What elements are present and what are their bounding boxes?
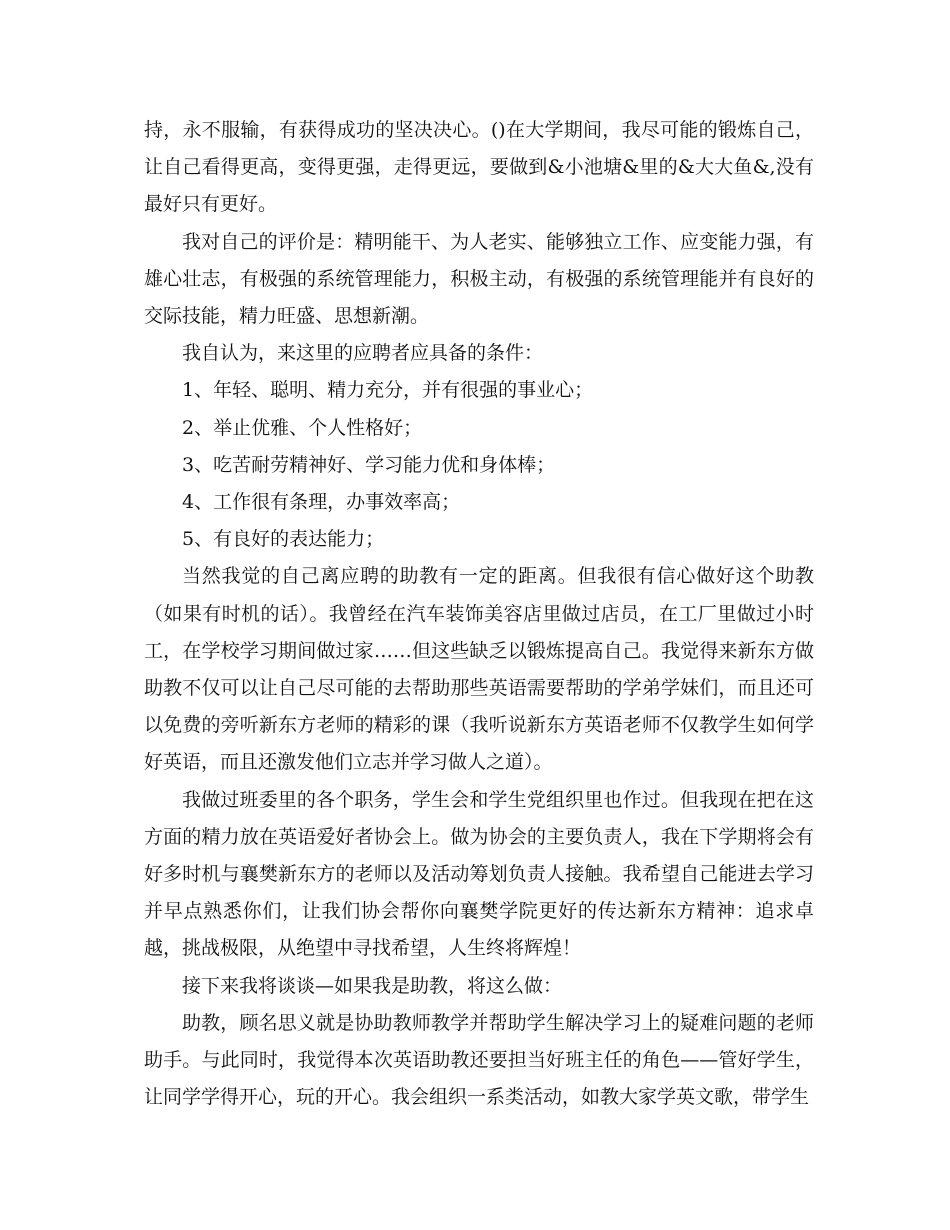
list-item-condition-4: 4、工作很有条理，办事效率高； (182, 491, 461, 514)
list-item-condition-3: 3、吃苦耐劳精神好、学习能力优和身体棒； (182, 453, 556, 476)
list-item-condition-5: 5、有良好的表达能力； (182, 528, 385, 551)
paragraph-self-evaluation: 我对自己的评价是：精明能干、为人老实、能够独立工作、应变能力强，有雄心壮志，有极强的系统管理能力，积极主动，有极强的系统管理能并有良好的交际技能，精力旺盛、思想新潮。 (144, 230, 814, 328)
paragraph-conditions-intro: 我自认为，来这里的应聘者应具备的条件： (182, 342, 544, 365)
paragraph-assistant-role: 助教，顾名思义就是协助教师教学并帮助学生解决学习上的疑难问题的老师助手。与此同时，我觉得本次英语助教还要担当好班主任的角色——管好学生，让同学学得开心，玩的开心。我会组织一系类活动，如教大家学英文歌，带学生 (144, 1011, 814, 1109)
paragraph-plan-intro: 接下来我将谈谈—如果我是助教，将这么做： (182, 974, 563, 997)
paragraph-continuation: 持，永不服输，有获得成功的坚决决心。()在大学期间，我尽可能的锻炼自己，让自己看得更高，变得更强，走得更远，要做到&小池塘&里的&大大鱼&,没有最好只有更好。 (144, 119, 814, 216)
list-item-condition-1: 1、年轻、聪明、精力充分，并有很强的事业心； (182, 379, 594, 402)
paragraph-experience: 当然我觉的自己离应聘的助教有一定的距离。但我很有信心做好这个助教（如果有时机的话）。我曾经在汽车装饰美容店里做过店员，在工厂里做过小时工，在学校学习期间做过家……但这些缺乏以锻炼提高自己。我觉得来新东方做助教不仅可以让自己尽可能的去帮助那些英语需要帮助的学弟学妹们，而且还可以免费的旁听新东方老师的精彩的课（我听说新东方英语老师不仅教学生如何学好英语，而且还激发他们立志并学习做人之道）。 (144, 565, 814, 774)
document-body (144, 112, 814, 1116)
list-item-condition-2: 2、举止优雅、个人性格好； (182, 416, 423, 439)
paragraph-association: 我做过班委里的各个职务，学生会和学生党组织里也作过。但我现在把在这方面的精力放在英语爱好者协会上。做为协会的主要负责人，我在下学期将会有好多时机与襄樊新东方的老师以及活动筹划负责人接触。我希望自己能进去学习并早点熟悉你们，让我们协会帮你向襄樊学院更好的传达新东方精神：追求卓越，挑战极限，从绝望中寻找希望，人生终将辉煌！ (144, 788, 814, 960)
